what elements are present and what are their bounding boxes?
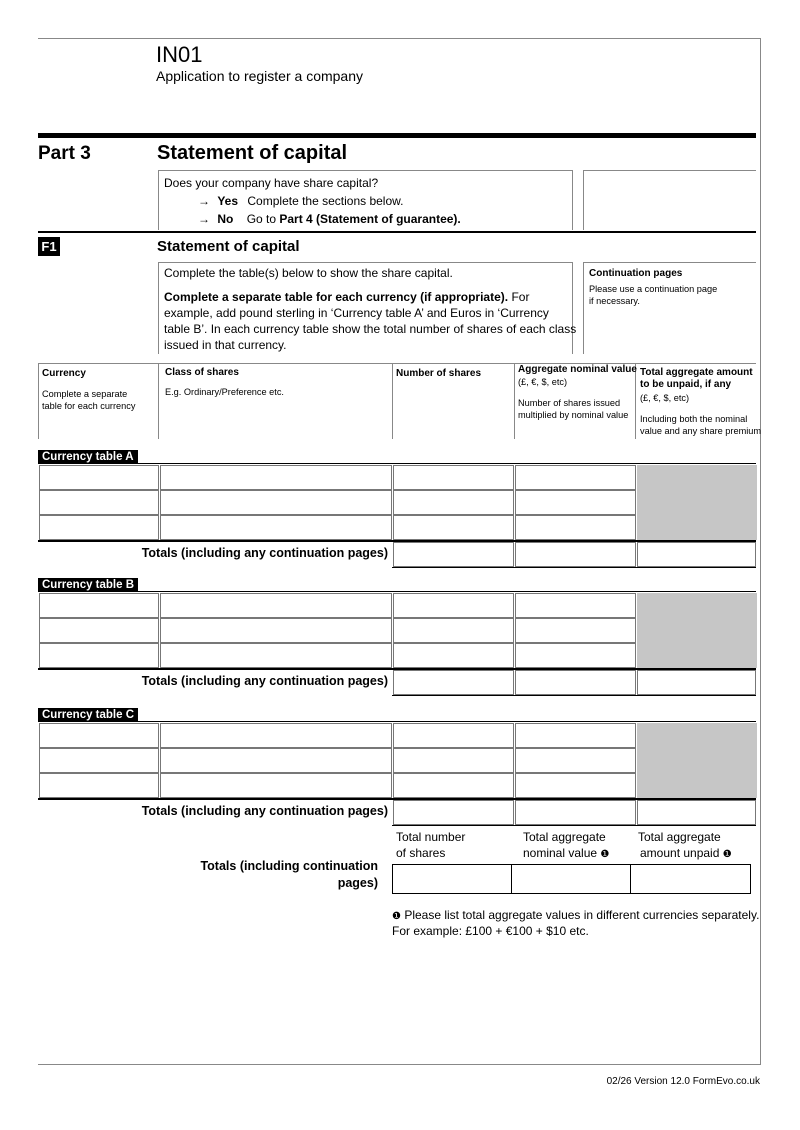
continuation-line-1: Please use a continuation page bbox=[589, 284, 718, 294]
question-box-right bbox=[572, 170, 573, 230]
part-divider bbox=[38, 133, 756, 138]
table-b-number-2[interactable] bbox=[393, 618, 514, 643]
table-c-totals-label: Totals (including any continuation pages) bbox=[141, 804, 388, 818]
col-unpaid-units: (£, €, $, etc) bbox=[640, 393, 690, 403]
col-head-v1 bbox=[38, 363, 39, 439]
table-b-total-unpaid[interactable] bbox=[637, 670, 756, 695]
table-a-rule bbox=[38, 463, 756, 464]
yes-text: Complete the sections below. bbox=[247, 194, 404, 208]
table-c-aggregate-3[interactable] bbox=[515, 773, 636, 798]
table-a-total-unpaid[interactable] bbox=[637, 542, 756, 567]
no-text-bold: Part 4 (Statement of guarantee). bbox=[279, 212, 461, 226]
arrow-right-icon: → bbox=[198, 194, 210, 208]
table-c-currency-2[interactable] bbox=[39, 748, 159, 773]
col-head-rule bbox=[38, 363, 756, 364]
f1-intro: Complete the table(s) below to show the share capital. bbox=[164, 266, 453, 280]
f1-title: Statement of capital bbox=[157, 238, 300, 255]
f1-box-top bbox=[158, 262, 573, 263]
table-b-currency-1[interactable] bbox=[39, 593, 159, 618]
grand-col2-text: nominal value bbox=[523, 846, 598, 860]
grand-col3-text: amount unpaid bbox=[640, 846, 720, 860]
table-a-totals-underline bbox=[392, 567, 756, 568]
table-c-class-2[interactable] bbox=[160, 748, 392, 773]
table-c-unpaid-shaded bbox=[637, 723, 757, 798]
cont-box-top bbox=[583, 262, 756, 263]
table-b-aggregate-1[interactable] bbox=[515, 593, 636, 618]
grand-total-unpaid[interactable] bbox=[631, 865, 750, 893]
col-unpaid-note-1: Including both the nominal bbox=[640, 414, 748, 424]
currency-table-a-label: Currency table A bbox=[38, 450, 138, 464]
table-c-totals-underline bbox=[392, 825, 756, 826]
f1-instruction-1 bbox=[164, 290, 529, 304]
table-b-currency-2[interactable] bbox=[39, 618, 159, 643]
table-b-unpaid-shaded bbox=[637, 593, 757, 668]
table-b-class-2[interactable] bbox=[160, 618, 392, 643]
currency-table-c-label: Currency table C bbox=[38, 708, 138, 722]
table-b-rule bbox=[38, 591, 756, 592]
footnote-line-1 bbox=[392, 908, 759, 922]
table-a-totals-label: Totals (including any continuation pages) bbox=[141, 546, 388, 560]
col-number-header: Number of shares bbox=[396, 368, 482, 379]
table-c-class-3[interactable] bbox=[160, 773, 392, 798]
table-a-number-1[interactable] bbox=[393, 465, 514, 490]
footnote-marker-icon: ❶ bbox=[722, 849, 732, 860]
table-a-number-3[interactable] bbox=[393, 515, 514, 540]
table-a-currency-3[interactable] bbox=[39, 515, 159, 540]
table-c-aggregate-2[interactable] bbox=[515, 748, 636, 773]
share-capital-question: Does your company have share capital? bbox=[164, 176, 379, 190]
table-c-currency-1[interactable] bbox=[39, 723, 159, 748]
f1-divider bbox=[38, 231, 756, 233]
continuation-line-2: if necessary. bbox=[589, 296, 640, 306]
col-currency-header: Currency bbox=[42, 368, 86, 379]
table-a-class-1[interactable] bbox=[160, 465, 392, 490]
table-b-number-3[interactable] bbox=[393, 643, 514, 668]
f1-instruction-4: issued in that currency. bbox=[164, 338, 287, 352]
bottom-rule bbox=[38, 1064, 761, 1065]
table-b-number-1[interactable] bbox=[393, 593, 514, 618]
footnote-marker-icon: ❶ bbox=[600, 849, 610, 860]
grand-col1-line-2: of shares bbox=[396, 846, 446, 860]
grand-total-number[interactable] bbox=[393, 865, 511, 893]
table-c-rule bbox=[38, 721, 756, 722]
table-b-totals-label: Totals (including any continuation pages) bbox=[141, 674, 388, 688]
col-aggregate-note-2: multiplied by nominal value bbox=[518, 410, 629, 420]
table-c-number-1[interactable] bbox=[393, 723, 514, 748]
table-c-class-1[interactable] bbox=[160, 723, 392, 748]
side-box-top bbox=[583, 170, 756, 171]
no-text-prefix: Go to bbox=[246, 212, 280, 226]
f1-instruction-2: example, add pound sterling in ‘Currency table A’ and Euros in ‘Currency bbox=[164, 306, 549, 320]
col-currency-note-1: Complete a separate bbox=[42, 389, 128, 399]
f1-box-left bbox=[158, 262, 159, 354]
table-a-aggregate-2[interactable] bbox=[515, 490, 636, 515]
table-a-currency-1[interactable] bbox=[39, 465, 159, 490]
side-box-left bbox=[583, 170, 584, 230]
col-aggregate-note-1: Number of shares issued bbox=[518, 398, 621, 408]
table-b-aggregate-3[interactable] bbox=[515, 643, 636, 668]
grand-col1-line-1: Total number bbox=[396, 830, 466, 844]
f1-badge: F1 bbox=[38, 237, 60, 256]
table-c-number-2[interactable] bbox=[393, 748, 514, 773]
col-class-header: Class of shares bbox=[165, 367, 239, 378]
table-b-aggregate-2[interactable] bbox=[515, 618, 636, 643]
grand-col3-line-2 bbox=[640, 846, 732, 860]
question-box-top bbox=[158, 170, 573, 171]
f1-instruction-3: table B’. In each currency table show the total number of shares of each class bbox=[164, 322, 577, 336]
table-a-currency-2[interactable] bbox=[39, 490, 159, 515]
grand-col2-line-2 bbox=[523, 846, 609, 860]
col-head-v4 bbox=[514, 363, 515, 439]
table-b-currency-3[interactable] bbox=[39, 643, 159, 668]
no-label: No bbox=[217, 212, 234, 226]
yes-label: Yes bbox=[217, 194, 239, 208]
col-unpaid-note-2: value and any share premium bbox=[640, 426, 762, 436]
form-title: Application to register a company bbox=[156, 68, 363, 84]
part-title: Statement of capital bbox=[157, 142, 348, 164]
table-a-aggregate-3[interactable] bbox=[515, 515, 636, 540]
grand-col2-line-1: Total aggregate bbox=[523, 830, 606, 844]
table-a-aggregate-1[interactable] bbox=[515, 465, 636, 490]
grand-totals-label-2: pages) bbox=[337, 876, 378, 890]
continuation-title: Continuation pages bbox=[589, 268, 683, 279]
top-rule bbox=[38, 38, 761, 39]
col-head-v3 bbox=[392, 363, 393, 439]
col-aggregate-header: Aggregate nominal value bbox=[518, 364, 637, 375]
col-aggregate-units: (£, €, $, etc) bbox=[518, 377, 568, 387]
currency-table-b-label: Currency table B bbox=[38, 578, 138, 592]
table-a-unpaid-shaded bbox=[637, 465, 757, 540]
f1-instruction-bold: Complete a separate table for each currency (if appropriate). bbox=[164, 290, 509, 304]
table-c-aggregate-1[interactable] bbox=[515, 723, 636, 748]
table-a-class-3[interactable] bbox=[160, 515, 392, 540]
col-unpaid-header-1: Total aggregate amount bbox=[640, 367, 753, 378]
col-unpaid-header-2: to be unpaid, if any bbox=[640, 379, 732, 390]
table-a-number-2[interactable] bbox=[393, 490, 514, 515]
table-c-number-3[interactable] bbox=[393, 773, 514, 798]
form-code: IN01 bbox=[156, 42, 203, 67]
table-c-total-number[interactable] bbox=[393, 800, 514, 825]
footer-version: 02/26 Version 12.0 FormEvo.co.uk bbox=[606, 1076, 760, 1087]
table-b-class-3[interactable] bbox=[160, 643, 392, 668]
table-a-total-aggregate[interactable] bbox=[515, 542, 636, 567]
table-b-class-1[interactable] bbox=[160, 593, 392, 618]
table-c-total-aggregate[interactable] bbox=[515, 800, 636, 825]
no-option[interactable] bbox=[198, 212, 461, 226]
grand-total-aggregate[interactable] bbox=[512, 865, 630, 893]
f1-box-right bbox=[572, 262, 573, 354]
f1-instruction-rest: For bbox=[508, 290, 530, 304]
col-class-note: E.g. Ordinary/Preference etc. bbox=[165, 387, 284, 397]
col-currency-note-2: table for each currency bbox=[42, 401, 136, 411]
col-head-v2 bbox=[158, 363, 159, 439]
cont-box-left bbox=[583, 262, 584, 354]
table-b-total-aggregate[interactable] bbox=[515, 670, 636, 695]
footnote-line-2: For example: £100 + €100 + $10 etc. bbox=[392, 924, 589, 938]
yes-option[interactable] bbox=[198, 194, 403, 208]
table-a-class-2[interactable] bbox=[160, 490, 392, 515]
table-b-total-number[interactable] bbox=[393, 670, 514, 695]
table-c-currency-3[interactable] bbox=[39, 773, 159, 798]
part-label: Part 3 bbox=[38, 143, 91, 164]
question-box-left bbox=[158, 170, 159, 230]
table-b-totals-underline bbox=[392, 695, 756, 696]
grand-col3-line-1: Total aggregate bbox=[638, 830, 721, 844]
arrow-right-icon: → bbox=[198, 212, 210, 226]
right-rule bbox=[760, 38, 761, 1064]
table-c-total-unpaid[interactable] bbox=[637, 800, 756, 825]
footnote-marker-icon: ❶ bbox=[392, 911, 401, 922]
table-a-total-number[interactable] bbox=[393, 542, 514, 567]
footnote-text-1: Please list total aggregate values in different currencies separately. bbox=[404, 908, 760, 922]
grand-totals-label-1: Totals (including continuation bbox=[200, 859, 378, 873]
